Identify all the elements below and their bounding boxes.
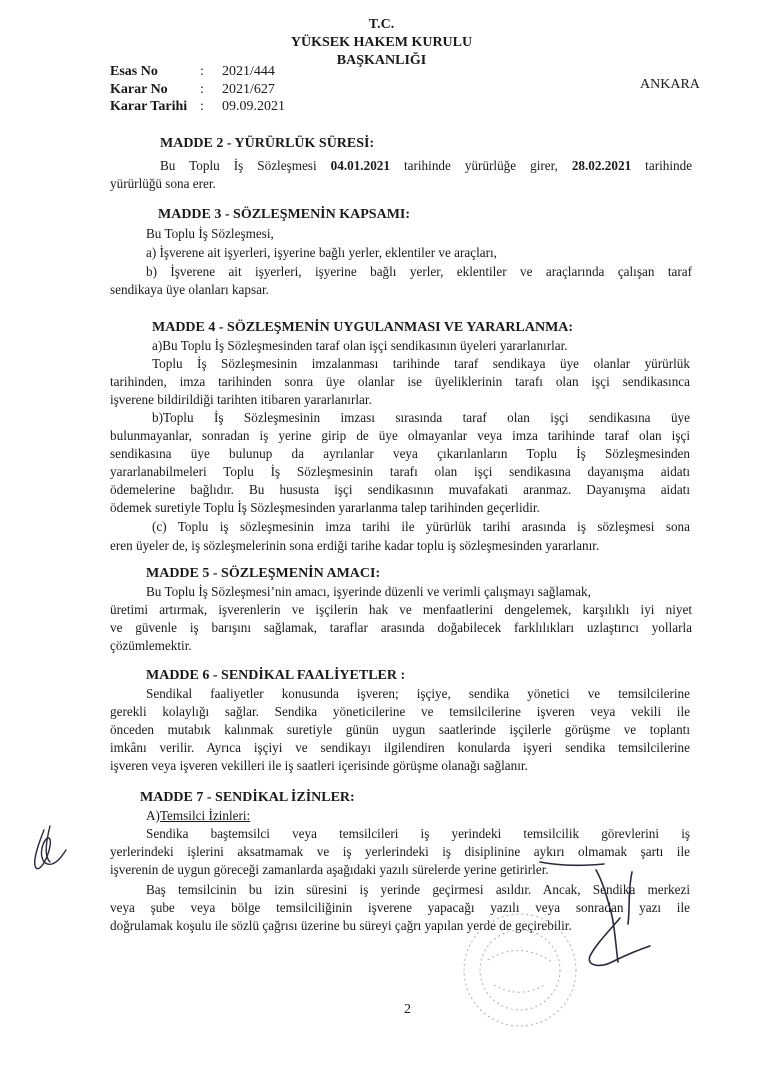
- madde-4-line-6: bulunmayanlar, sonradan iş yerine girip de üye olmayanlar veya imza tarihinde taraf olan işçi: [110, 428, 690, 443]
- madde-2-start-date: 04.01.2021: [330, 158, 390, 173]
- madde-2-text-b: tarihinde yürürlüğe girer,: [403, 158, 558, 173]
- madde-3-line-1: Bu Toplu İş Sözleşmesi,: [146, 226, 274, 241]
- madde-5-line-3: ve güvenle iş barışını sağlamak, taraflar arasında doğabilecek farklılıkları uzlaştırıcı yollarla: [110, 620, 692, 635]
- madde-5-title: MADDE 5 - SÖZLEŞMENİN AMACI:: [146, 566, 381, 581]
- madde-4-line-9: ödemelerine bağlıdır. Bu hususta işçi sendikasının muvafakati aranmaz. Dayanışma aidatı: [110, 482, 690, 497]
- meta-colon: :: [200, 81, 204, 97]
- page-number: 2: [404, 1002, 411, 1017]
- madde-7-line-2: yerlerindeki işlerini aksatmamak ve iş yerlerindeki iş disiplinine aykırı olmamak şartı ile: [110, 844, 690, 859]
- madde-4-line-12: eren üyeler de, iş sözleşmelerinin sona erdiği tarihe kadar toplu iş sözleşmesinden yararlanır.: [110, 538, 600, 553]
- madde-4-line-10: ödemek suretiyle Toplu İş Sözleşmesinden yararlanma talep tarihinden geçerlidir.: [110, 500, 540, 515]
- madde-5-line-4: çözümlemektir.: [110, 638, 192, 653]
- madde-7-sub-prefix: A): [146, 808, 160, 823]
- madde-7-line-6: doğrulamak koşulu ile sözlü çağrısı üzerine bu süreyi çağrı yapılan yerde de geçirebilir.: [110, 918, 572, 933]
- madde-6-title: MADDE 6 - SENDİKAL FAALİYETLER :: [146, 668, 406, 683]
- madde-7-title: MADDE 7 - SENDİKAL İZİNLER:: [140, 790, 355, 805]
- madde-4-line-11: (c) Toplu iş sözleşmesinin imza tarihi ile yürürlük tarihi arasında iş sözleşmesi sona: [152, 519, 690, 534]
- meta-value: 2021/444: [222, 64, 275, 79]
- madde-4-line-8: yararlanabilmeleri Toplu İş Sözleşmesinin tarafı olan işçi sendikasına dayanışma aidatı: [110, 464, 690, 479]
- city-name: ANKARA: [640, 77, 700, 92]
- madde-4-line-1: a)Bu Toplu İş Sözleşmesinden taraf olan işçi sendikasının üyeleri yararlanırlar.: [152, 338, 568, 353]
- madde-2-text-c: tarihinde: [645, 158, 693, 173]
- header-line-1: T.C.: [368, 17, 395, 32]
- madde-7-sub-label: Temsilci İzinleri:: [159, 808, 251, 823]
- madde-7-line-3: işverenin de uygun göreceği zamanlarda aşağıdaki yazılı sürelerde yerine getirirler.: [110, 862, 549, 877]
- madde-3-line-4: sendikaya üye olanları kapsar.: [110, 282, 269, 297]
- madde-3-title: MADDE 3 - SÖZLEŞMENİN KAPSAMI:: [158, 207, 411, 222]
- margin-initial-signature: [35, 826, 66, 869]
- meta-label: Karar Tarihi: [110, 99, 188, 114]
- madde-4-line-2: Toplu İş Sözleşmesinin imzalanması tarihinde taraf sendikaya üye olanlar yürürlük: [152, 356, 690, 371]
- madde-7-line-4: Baş temsilcinin bu izin süresini iş yerinde geçirmesi asıldır. Ancak, Sendika merkezi: [146, 882, 690, 897]
- madde-2-line-2: yürürlüğü sona erer.: [110, 176, 216, 191]
- madde-5-line-2: üretimi artırmak, işverenlerin ve işçilerin hak ve menfaatlerini dengelemek, karşılıklı iyi niyet: [110, 602, 692, 617]
- meta-label: Esas No: [110, 64, 158, 79]
- madde-7-line-1: Sendika baştemsilci veya temsilcileri iş yerindeki temsilcilik görevlerini iş: [146, 826, 690, 841]
- madde-2-end-date: 28.02.2021: [571, 158, 632, 173]
- madde-4-line-4: işverene bildirildiği tarihten itibaren yararlanırlar.: [110, 392, 372, 407]
- madde-7-line-5: veya şube veya bölge temsilciliğinin işverene yapacağı yazılı veya sonradan yazı ile: [110, 900, 690, 915]
- meta-value: 09.09.2021: [222, 99, 285, 114]
- meta-label: Karar No: [110, 81, 168, 97]
- madde-2-title: MADDE 2 - YÜRÜRLÜK SÜRESİ:: [160, 136, 375, 151]
- official-stamp: [464, 914, 576, 1026]
- meta-colon: :: [200, 64, 204, 79]
- madde-2-text-a: Bu Toplu İş Sözleşmesi: [160, 158, 317, 173]
- madde-6-line-3: önceden mutabık kalınmak suretiyle günün uygun saatlerinde işçilerle görüşme ve toplantı: [110, 722, 690, 737]
- madde-4-line-5: b)Toplu İş Sözleşmesinin imzası sırasında taraf olan işçi sendikasına üye: [152, 410, 690, 425]
- madde-5-line-1: Bu Toplu İş Sözleşmesi’nin amacı, işyerinde düzenli ve verimli çalışmayı sağlamak,: [146, 584, 591, 599]
- madde-3-line-3: b) İşverene ait işyerleri, işyerine bağlı yerler, eklentiler ve araçlarında çalışan taraf: [146, 264, 692, 279]
- meta-colon: :: [200, 99, 204, 114]
- madde-6-line-1: Sendikal faaliyetler konusunda işveren; işçiye, sendika yönetici ve temsilcilerine: [146, 686, 690, 701]
- madde-4-title: MADDE 4 - SÖZLEŞMENİN UYGULANMASI VE YARARLANMA:: [152, 320, 574, 335]
- madde-6-line-5: işveren veya işveren vekilleri ile iş saatleri içerisinde görüşme olanağı sağlanır.: [110, 758, 528, 773]
- header-line-3: BAŞKANLIĞI: [336, 53, 427, 68]
- handwritten-signature: [540, 862, 650, 965]
- madde-3-line-2: a) İşverene ait işyerleri, işyerine bağlı yerler, eklentiler ve araçları,: [146, 245, 497, 260]
- madde-4-line-7: sendikasına üye bulunup da ayrılanlar veya çıkarılanların Toplu İş Sözleşmesinden: [110, 446, 690, 461]
- madde-4-line-3: tarihinden, imza tarihinden sonra üye olanlar ise üyeliklerinin tarafı olan işçi sendikasınca: [110, 374, 690, 389]
- meta-value: 2021/627: [222, 81, 275, 97]
- header-line-2: YÜKSEK HAKEM KURULU: [290, 35, 473, 50]
- madde-6-line-4: imkânı verilir. Ayrıca işçiyi ve sendikayı ilgilendiren konularda işyeri sendika temsilcilerine: [110, 740, 690, 755]
- madde-6-line-2: gerekli kolaylığı sağlar. Sendika yöneticilerine ve temsilcilerine işveren veya vekili ile: [110, 704, 690, 719]
